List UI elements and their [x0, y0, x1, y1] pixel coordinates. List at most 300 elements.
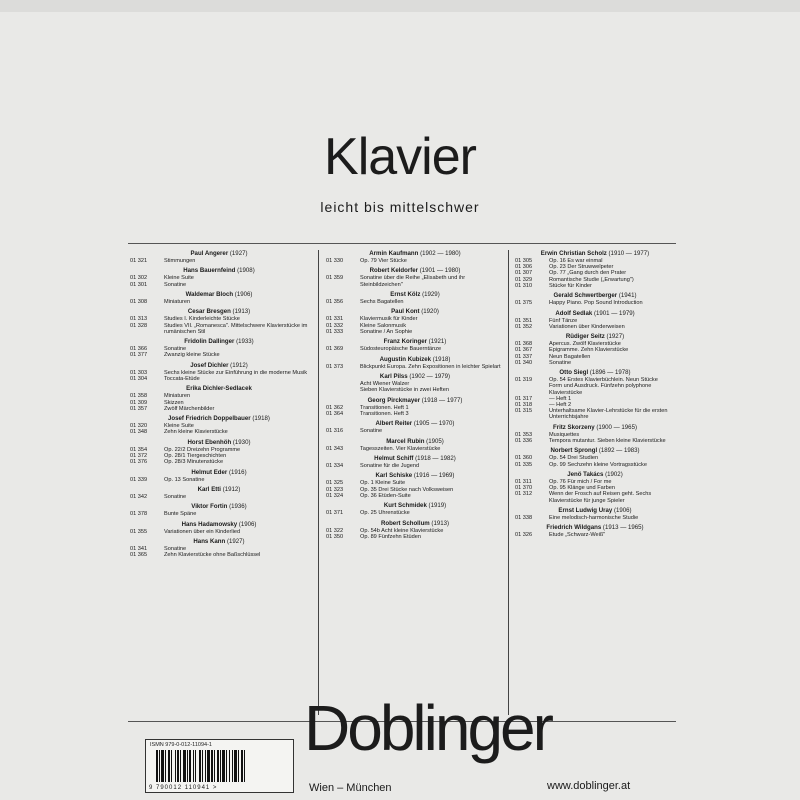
- barcode-bar: [229, 750, 230, 782]
- catalog-number: 01 307: [515, 270, 533, 277]
- barcode-bar: [202, 750, 203, 782]
- work-row: [326, 387, 504, 393]
- composer-years: (1927): [606, 333, 625, 341]
- catalog-number: 01 348: [130, 429, 148, 436]
- catalog-number: 01 378: [130, 511, 148, 518]
- composer-heading: [326, 267, 504, 275]
- barcode-box: [145, 739, 294, 793]
- composer-entry: [326, 520, 504, 540]
- composer-entry: [515, 250, 675, 289]
- composer-entry: [130, 469, 308, 483]
- work-title: Op. 16 Es war einmal: [549, 258, 603, 264]
- work-row: [515, 324, 675, 330]
- catalog-number: 01 329: [515, 276, 533, 283]
- composer-years: (1906): [238, 520, 257, 528]
- catalog-number: [515, 383, 549, 395]
- composer-entry: [130, 538, 308, 558]
- barcode-bar: [171, 750, 172, 782]
- catalog-number: 01 325: [326, 480, 344, 487]
- work-title: Acht Wiener Walzer: [360, 380, 410, 387]
- catalog-number: 01 336: [515, 438, 533, 444]
- work-title: Op. 54 Erstes Klavierbüchlein. Neun Stücke: [549, 377, 658, 384]
- composer-years: (1927): [229, 250, 248, 257]
- barcode-bar: [175, 750, 176, 782]
- composer-entry: [130, 291, 308, 305]
- composer-heading: [515, 447, 675, 455]
- work-row: [326, 346, 504, 352]
- publisher-logo: Doblinger: [304, 692, 551, 764]
- composer-heading: [326, 308, 504, 316]
- work-title: Op. 95 Klänge und Farben: [549, 485, 615, 492]
- catalog-number: 01 364: [326, 410, 344, 417]
- composer-heading: [326, 250, 504, 258]
- work-title: Toccata-Etüde: [164, 375, 200, 382]
- composer-years: (1918 — 1977): [421, 396, 463, 404]
- work-row: [130, 529, 308, 535]
- catalog-number: 01 368: [515, 341, 533, 348]
- work-title: Kleine Salonmusik: [360, 322, 407, 329]
- composer-years: (1892 — 1983): [598, 447, 640, 455]
- composer-entry: [326, 397, 504, 417]
- composer-entry: [326, 356, 504, 370]
- catalog-number: 01 335: [515, 461, 533, 468]
- work-row: [130, 299, 308, 305]
- work-title: Studies I. Kinderleichte Stücke: [164, 316, 240, 323]
- work-title: Sonatine: [549, 359, 572, 366]
- composer-entry: [130, 415, 308, 435]
- work-row: [326, 411, 504, 417]
- catalog-number: 01 331: [326, 316, 344, 323]
- composer-heading: [130, 503, 308, 511]
- catalog-number: 01 332: [326, 322, 344, 329]
- work-title: Bunte Späne: [164, 511, 197, 518]
- catalog-number: 01 343: [326, 445, 344, 452]
- work-row: [515, 462, 675, 468]
- work-row: [326, 258, 504, 264]
- work-title: Musiquettes: [549, 431, 580, 438]
- catalog-number: 01 354: [130, 446, 148, 453]
- work-row: [130, 258, 308, 264]
- composer-entry: [326, 502, 504, 516]
- composer-years: (1906): [613, 506, 632, 514]
- work-row: [130, 459, 308, 465]
- work-row: [515, 283, 675, 289]
- composer-name: Robert Schollum: [380, 519, 430, 527]
- composer-heading: [326, 397, 504, 405]
- composer-entry: [515, 292, 675, 306]
- catalog-number: 01 324: [326, 492, 344, 499]
- composer-name: Viktor Fortin: [191, 503, 228, 511]
- composer-name: Norbert Sprongl: [550, 447, 598, 455]
- composer-name: Adolf Sedlak: [555, 309, 593, 317]
- catalog-column-2: [326, 250, 504, 717]
- work-title: Variationen über ein Kinderlied: [164, 528, 241, 535]
- composer-entry: [130, 503, 308, 517]
- composer-heading: [515, 310, 675, 318]
- composer-name: Ernst Ludwig Uray: [558, 506, 613, 514]
- composer-name: Hans Kann: [193, 538, 226, 546]
- work-title: Op. 76 Für mich / For me: [549, 478, 612, 485]
- catalog-number: 01 358: [130, 393, 148, 400]
- catalog-number: 01 377: [130, 352, 148, 359]
- composer-name: Helmut Schiff: [374, 454, 414, 462]
- composer-years: (1930): [232, 438, 251, 446]
- work-title: Miniaturen: [164, 393, 191, 400]
- work-title: — Heft 1: [549, 395, 572, 402]
- composer-heading: [130, 439, 308, 447]
- work-row: [515, 360, 675, 366]
- work-title: Op. 36 Etüden-Suite: [360, 492, 411, 499]
- work-title: Eine melodisch-harmonische Studie: [549, 514, 639, 521]
- composer-years: (1902 — 1979): [409, 372, 451, 380]
- work-title: Epigramme. Zehn Klavierstücke: [549, 347, 629, 354]
- work-title: Zwölf Märchenbilder: [164, 405, 215, 412]
- barcode-bar: [222, 750, 225, 782]
- composer-years: (1912): [230, 361, 248, 369]
- composer-entry: [130, 250, 308, 264]
- catalog-number: 01 337: [515, 353, 533, 360]
- composer-heading: [326, 520, 504, 528]
- work-title: Op. 28/1 Tiergeschichten: [164, 452, 227, 459]
- work-row: [326, 275, 504, 287]
- composer-years: (1902 — 1980): [420, 250, 461, 257]
- work-row: [326, 428, 504, 434]
- work-title: Op. 1 Kleine Suite: [360, 480, 406, 487]
- catalog-column-3: [515, 250, 675, 717]
- composer-name: Marcel Rubin: [386, 437, 425, 445]
- catalog-number: 01 309: [130, 399, 148, 406]
- composer-heading: [130, 385, 308, 393]
- composer-heading: [515, 333, 675, 341]
- work-title: Tempora mutantur. Sieben kleine Klavierstücke: [549, 438, 666, 444]
- catalog-number: 01 375: [515, 300, 533, 307]
- barcode-bar: [214, 750, 215, 782]
- work-row: [515, 491, 675, 503]
- composer-entry: [130, 439, 308, 466]
- work-title: Kleine Suite: [164, 275, 194, 282]
- catalog-number: 01 315: [515, 408, 533, 415]
- catalog-number: 01 334: [326, 462, 344, 469]
- barcode-bar: [199, 750, 201, 782]
- composer-heading: [326, 472, 504, 480]
- work-title: Apercus. Zwölf Klavierstücke: [549, 341, 621, 348]
- work-row: [515, 515, 675, 521]
- catalog-number: 01 303: [130, 369, 148, 376]
- composer-name: Erwin Christian Scholz: [540, 250, 607, 257]
- work-row: [130, 406, 308, 412]
- work-row: [130, 376, 308, 382]
- work-title: Stimmungen: [164, 258, 196, 264]
- barcode-bar: [195, 750, 196, 782]
- composer-years: (1919): [428, 502, 447, 510]
- catalog-number: 01 308: [130, 298, 148, 305]
- catalog-number: 01 373: [326, 363, 344, 370]
- work-title: Sechs Bagatellen: [360, 298, 404, 305]
- composer-heading: [515, 507, 675, 515]
- work-title: Studies VII. „Romanesca". Mittelschwere Klavierstücke im rumänischen Stil: [164, 322, 308, 335]
- composer-entry: [130, 385, 308, 412]
- barcode-bar: [205, 750, 206, 782]
- work-title: Sonatine: [360, 428, 383, 435]
- composer-name: Augustin Kubizek: [379, 355, 432, 363]
- catalog-number: 01 371: [326, 510, 344, 517]
- composer-entry: [326, 291, 504, 305]
- barcode-bar: [159, 750, 160, 782]
- work-title: Transitionen. Heft 1: [360, 404, 409, 411]
- catalog-number: 01 305: [515, 258, 533, 264]
- catalog-number: 01 318: [515, 402, 533, 408]
- work-title: Op. 99 Sechzehn kleine Vortragsstücke: [549, 461, 647, 468]
- catalog-number: 01 330: [326, 258, 344, 264]
- work-title: Zwanzig kleine Stücke: [164, 352, 220, 359]
- composer-years: (1921): [428, 338, 447, 346]
- publisher-city: Wien – München: [309, 782, 392, 794]
- work-row: [515, 383, 675, 395]
- composer-name: Josef Dichler: [190, 361, 229, 369]
- composer-entry: [515, 471, 675, 504]
- composer-entry: [130, 521, 308, 535]
- barcode-bar: [232, 750, 233, 782]
- composer-name: Hans Bauernfeind: [183, 267, 236, 275]
- composer-years: (1920): [421, 308, 439, 316]
- composer-heading: [130, 469, 308, 477]
- catalog-number: 01 355: [130, 528, 148, 535]
- composer-heading: [130, 486, 308, 494]
- work-title: Op. 77 „Gang durch den Prater: [549, 270, 627, 277]
- page-title: Klavier: [324, 128, 476, 186]
- composer-years: (1896 — 1978): [589, 369, 631, 377]
- composer-years: (1918): [432, 355, 451, 363]
- work-row: [515, 438, 675, 444]
- composer-years: (1912): [222, 485, 241, 493]
- composer-heading: [130, 250, 308, 258]
- catalog-number: 01 306: [515, 264, 533, 271]
- catalog-number: 01 320: [130, 423, 148, 430]
- work-title: Miniaturen: [164, 298, 191, 305]
- composer-name: Karl Etti: [197, 485, 222, 493]
- composer-heading: [326, 455, 504, 463]
- composer-years: (1941): [618, 292, 637, 300]
- catalog-number: 01 326: [515, 532, 533, 539]
- composer-entry: [130, 338, 308, 358]
- composer-years: (1902): [605, 470, 623, 478]
- catalog-number: 01 328: [130, 322, 148, 329]
- work-title: Op. 54 Drei Studien: [549, 455, 599, 462]
- work-row: [130, 352, 308, 358]
- work-title: Op. 13 Sonatine: [164, 476, 205, 483]
- composer-entry: [515, 447, 675, 467]
- work-row: [130, 429, 308, 435]
- catalog-number: 01 302: [130, 275, 148, 282]
- composer-name: Paul Angerer: [190, 250, 229, 257]
- catalog-number: 01 356: [326, 298, 344, 305]
- work-row: [326, 299, 504, 305]
- composer-heading: [515, 424, 675, 432]
- work-title: Op. 25 Uhrenstücke: [360, 510, 410, 517]
- composer-years: (1913): [232, 308, 251, 316]
- composer-heading: [326, 420, 504, 428]
- catalog-box: [128, 243, 676, 722]
- work-title: Op. 79 Vier Stücke: [360, 258, 407, 264]
- catalog-number: 01 350: [326, 533, 344, 540]
- composer-entry: [326, 438, 504, 452]
- composer-heading: [326, 291, 504, 299]
- catalog-number: 01 319: [515, 377, 533, 384]
- work-title: Sonatine / An Sophie: [360, 328, 413, 335]
- composer-name: Gerald Schwertberger: [553, 292, 618, 300]
- catalog-number: 01 353: [515, 431, 533, 438]
- composer-years: (1916): [228, 468, 247, 476]
- work-row: [130, 477, 308, 483]
- catalog-number: [326, 387, 360, 393]
- work-title: Romantische Studie („Erwartung"): [549, 276, 634, 283]
- composer-years: (1905): [426, 437, 444, 445]
- work-title: Op. 22/2 Dreizehn Programme: [164, 446, 241, 453]
- work-title: Form und Ausdruck. Fünfzehn polyphone Klavierstücke: [549, 383, 652, 396]
- composer-entry: [130, 486, 308, 500]
- work-title: Op. 35 Drei Stücke nach Volksweisen: [360, 486, 454, 493]
- work-row: [130, 282, 308, 288]
- composer-entry: [515, 424, 675, 444]
- barcode-bar: [180, 750, 181, 782]
- catalog-number: 01 372: [130, 452, 148, 459]
- work-title: Op. 23 Der Struwwelpeter: [549, 264, 614, 271]
- work-title: Blickpunkt Europa. Zehn Expositionen in leichter Spielart: [360, 363, 501, 370]
- composer-name: Helmut Eder: [191, 468, 228, 476]
- work-title: Südosteuropäische Bauerntänze: [360, 346, 442, 353]
- work-title: Sonatine: [164, 346, 187, 353]
- work-title: Transitionen. Heft 3: [360, 410, 409, 417]
- work-title: Neun Bagatellen: [549, 353, 591, 360]
- catalog-number: 01 322: [326, 527, 344, 534]
- catalog-number: 01 301: [130, 281, 148, 288]
- work-row: [130, 511, 308, 517]
- work-title: Zehn Klavierstücke ohne Baßschlüssel: [164, 552, 261, 559]
- work-title: Etude „Schwarz-Weiß": [549, 532, 606, 539]
- composer-heading: [326, 356, 504, 364]
- composer-entry: [326, 267, 504, 287]
- composer-years: (1913): [431, 519, 450, 527]
- barcode-bar: [161, 750, 164, 782]
- work-row: [515, 300, 675, 306]
- column-divider: [318, 250, 319, 715]
- composer-name: Otto Siegl: [559, 369, 589, 377]
- composer-years: (1927): [226, 538, 245, 546]
- composer-entry: [515, 310, 675, 330]
- publisher-url[interactable]: www.doblinger.at: [547, 780, 631, 792]
- barcode-bar: [193, 750, 194, 782]
- barcode-bar: [217, 750, 219, 782]
- composer-heading: [130, 362, 308, 370]
- composer-years: (1916 — 1969): [413, 472, 455, 480]
- composer-name: Fridolin Dallinger: [184, 338, 235, 346]
- composer-name: Waldemar Bloch: [185, 290, 234, 298]
- composer-years: (1918): [252, 415, 270, 423]
- catalog-number: 01 341: [130, 546, 148, 553]
- work-row: [515, 408, 675, 420]
- composer-heading: [515, 250, 675, 258]
- catalog-number: 01 316: [326, 428, 344, 435]
- composer-name: Kurt Schmidek: [383, 502, 427, 510]
- work-row: [515, 532, 675, 538]
- composer-name: Robert Keldorfer: [369, 267, 419, 275]
- work-row: [326, 329, 504, 335]
- catalog-number: 01 360: [515, 455, 533, 462]
- composer-heading: [326, 373, 504, 381]
- composer-years: (1918 — 1982): [415, 454, 456, 462]
- work-title: Stücke für Kinder: [549, 282, 592, 289]
- barcode-bar: [165, 750, 166, 782]
- work-row: [326, 446, 504, 452]
- composer-heading: [130, 338, 308, 346]
- catalog-number: 01 310: [515, 282, 533, 289]
- composer-years: (1933): [236, 338, 254, 346]
- composer-name: Paul Kont: [391, 308, 420, 316]
- composer-entry: [326, 338, 504, 352]
- barcode-bar: [189, 750, 191, 782]
- barcode-bar: [226, 750, 227, 782]
- work-title: Skizzen: [164, 399, 184, 406]
- composer-name: Erika Dichler-Sedlacek: [186, 385, 252, 393]
- composer-heading: [130, 291, 308, 299]
- catalog-number: 01 366: [130, 346, 148, 353]
- work-row: [326, 534, 504, 540]
- work-title: Tagesszeiten. Vier Klavierstücke: [360, 445, 441, 452]
- composer-heading: [130, 521, 308, 529]
- composer-years: (1913 — 1965): [602, 524, 644, 532]
- work-title: — Heft 2: [549, 402, 572, 408]
- composer-years: (1906): [234, 290, 253, 298]
- barcode-bar: [241, 750, 243, 782]
- work-title: Sonatine: [164, 281, 187, 288]
- composer-heading: [130, 308, 308, 316]
- composer-entry: [326, 420, 504, 434]
- composer-name: Armin Kaufmann: [369, 250, 419, 257]
- catalog-number: 01 340: [515, 359, 533, 366]
- work-row: [326, 493, 504, 499]
- barcode-bar: [183, 750, 186, 782]
- work-title: Sechs kleine Stücke zur Einführung in die moderne Musik: [164, 369, 308, 376]
- catalog-number: 01 370: [515, 485, 533, 492]
- catalog-number: 01 333: [326, 328, 344, 335]
- barcode-bar: [220, 750, 221, 782]
- composer-name: Cesar Bresgen: [187, 308, 231, 316]
- composer-entry: [515, 369, 675, 420]
- barcode-bar: [177, 750, 179, 782]
- composer-heading: [515, 292, 675, 300]
- composer-years: (1936): [229, 503, 247, 511]
- work-title: Happy Piano. Pop Sound Introduction: [549, 300, 643, 307]
- composer-heading: [130, 538, 308, 546]
- work-title: Sonatine über die Reihe „Elisabeth und ihr Steinbildzeichen": [360, 275, 466, 288]
- catalog-number: 01 323: [326, 486, 344, 493]
- work-title: Sonatine: [164, 493, 187, 500]
- work-title: Wenn der Frosch auf Reisen geht. Sechs Klavierstücke für junge Spieler: [549, 491, 652, 504]
- composer-entry: [326, 455, 504, 469]
- work-title: Sonatine: [164, 546, 187, 553]
- barcode-bar: [156, 750, 158, 782]
- catalog-number: 01 304: [130, 375, 148, 382]
- composer-heading: [326, 438, 504, 446]
- ean-digits: 9 790012 110941 >: [149, 785, 218, 791]
- work-title: Klaviermusik für Kinder: [360, 316, 418, 323]
- composer-name: Josef Friedrich Doppelbauer: [168, 415, 251, 423]
- barcode-bar: [234, 750, 237, 782]
- composer-name: Hans Hadamowsky: [181, 520, 238, 528]
- work-title: Op. 54b Acht kleine Klavierstücke: [360, 527, 444, 534]
- barcode-bar: [187, 750, 188, 782]
- composer-name: Fritz Skorzeny: [552, 423, 595, 431]
